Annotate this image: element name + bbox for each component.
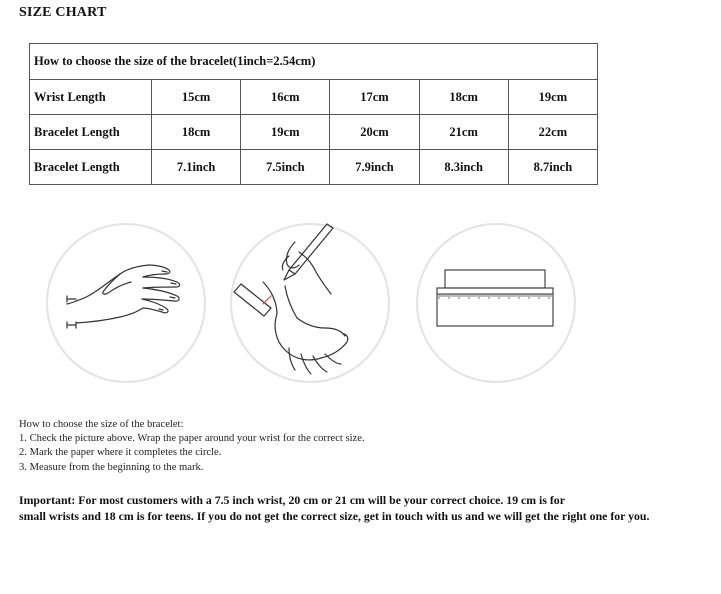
table-cell: 15cm [152, 80, 241, 115]
table-cell: 20cm [330, 115, 419, 150]
important-note [19, 493, 719, 524]
table-cell: 19cm [241, 115, 330, 150]
instruction-step: 1. Check the picture above. Wrap the paper around your wrist for the correct size. [19, 433, 365, 445]
table-row [30, 150, 598, 185]
table-cell: 7.1inch [152, 150, 241, 185]
table-cell: 16cm [241, 80, 330, 115]
table-cell: 22cm [508, 115, 597, 150]
row-label: Wrist Length [30, 80, 152, 115]
size-chart-table [29, 43, 598, 185]
important-line: Important: For most customers with a 7.5 inch wrist, 20 cm or 21 cm will be your correct choice. 19 cm is for [19, 493, 565, 507]
page-title: SIZE CHART [19, 5, 107, 20]
table-row [30, 115, 598, 150]
row-label: Bracelet Length [30, 115, 152, 150]
table-cell: 7.5inch [241, 150, 330, 185]
table-cell: 21cm [419, 115, 508, 150]
instructions-intro: How to choose the size of the bracelet: [19, 419, 184, 430]
table-row [30, 80, 598, 115]
row-label: Bracelet Length [30, 150, 152, 185]
table-cell: 19cm [508, 80, 597, 115]
table-cell: 8.3inch [419, 150, 508, 185]
table-heading: How to choose the size of the bracelet(1inch=2.54cm) [30, 44, 598, 80]
instruction-step: 2. Mark the paper where it completes the circle. [19, 447, 222, 459]
table-heading-row [30, 44, 598, 80]
table-cell: 18cm [152, 115, 241, 150]
table-cell: 17cm [330, 80, 419, 115]
important-line: small wrists and 18 cm is for teens. If you do not get the correct size, get in touch with us and we will get the right one for you. [19, 508, 650, 523]
instructions-block [19, 418, 365, 475]
wrist-measure-icon [229, 222, 391, 384]
instruction-step: 3. Measure from the beginning to the mark. [19, 461, 204, 473]
table-cell: 18cm [419, 80, 508, 115]
table-cell: 7.9inch [330, 150, 419, 185]
hand-icon [45, 222, 207, 384]
ruler-icon [415, 222, 577, 384]
table-cell: 8.7inch [508, 150, 597, 185]
